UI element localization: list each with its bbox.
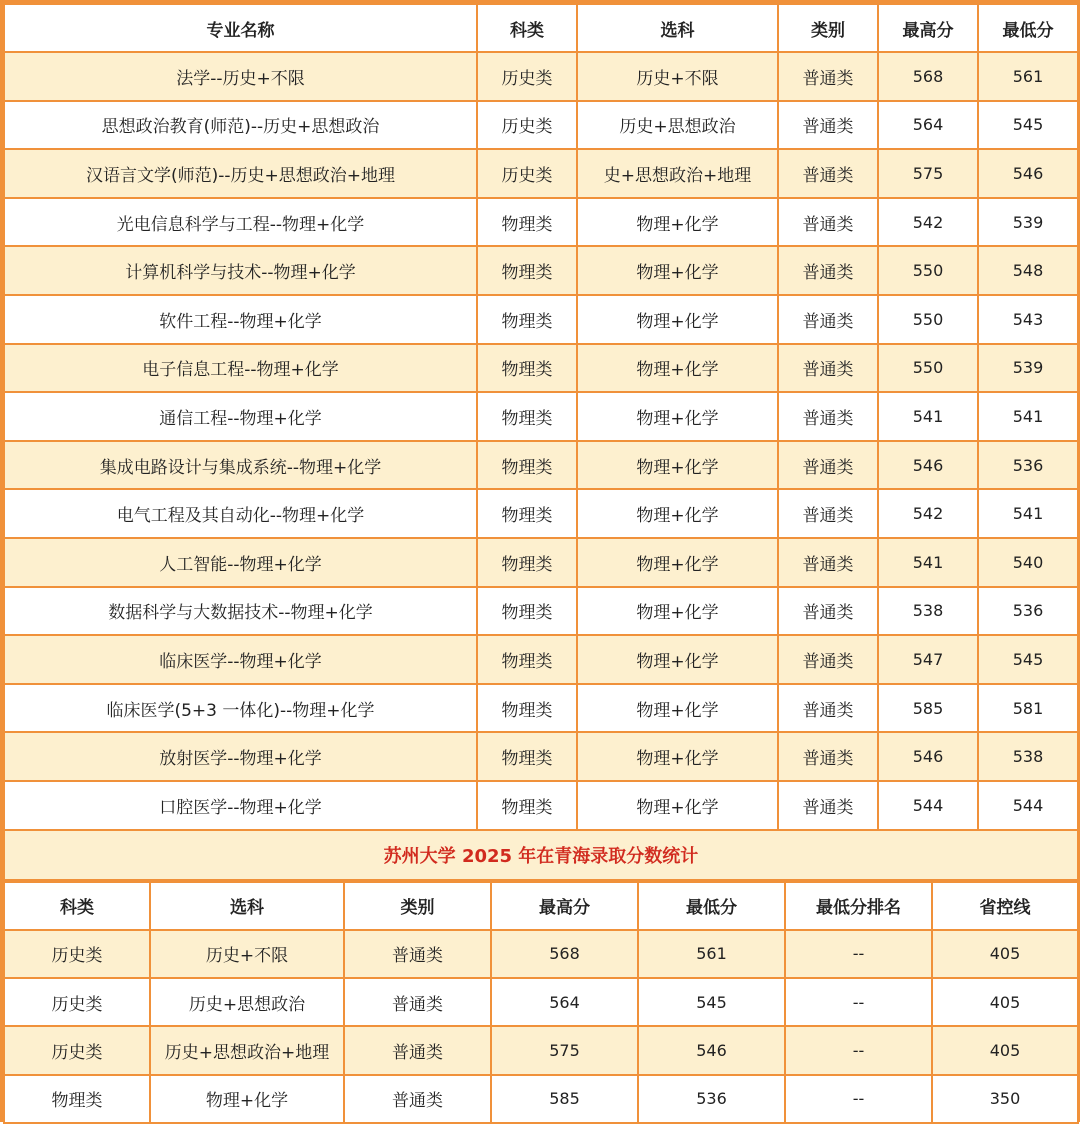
summary-score-table (3, 881, 1079, 1124)
majors-header-row (4, 4, 1078, 52)
summary-header-subjects: 选科 (150, 882, 344, 930)
cell-subjects: 物理+化学 (577, 635, 778, 684)
cell-type: 普通类 (344, 978, 491, 1026)
cell-major-name: 人工智能--物理+化学 (4, 538, 477, 587)
cell-type: 普通类 (778, 149, 878, 198)
cell-min-score: 546 (978, 149, 1078, 198)
table-row (4, 198, 1078, 247)
cell-min-score: 536 (978, 587, 1078, 636)
cell-min-score: 548 (978, 246, 1078, 295)
cell-type: 普通类 (344, 930, 491, 978)
cell-major-name: 通信工程--物理+化学 (4, 392, 477, 441)
cell-major-name: 临床医学(5+3 一体化)--物理+化学 (4, 684, 477, 733)
cell-max-score: 538 (878, 587, 978, 636)
cell-subjects: 物理+化学 (577, 732, 778, 781)
majors-score-table (3, 3, 1079, 881)
cell-min-score: 536 (978, 441, 1078, 490)
cell-max-score: 568 (491, 930, 638, 978)
cell-max-score: 541 (878, 392, 978, 441)
table-row (4, 635, 1078, 684)
cell-control-line: 350 (932, 1075, 1078, 1123)
cell-min-score: 545 (978, 635, 1078, 684)
table-row (4, 684, 1078, 733)
cell-subjects: 物理+化学 (577, 587, 778, 636)
cell-max-score: 544 (878, 781, 978, 830)
cell-subjects: 物理+化学 (577, 441, 778, 490)
table-row (4, 392, 1078, 441)
summary-header-max-score: 最高分 (491, 882, 638, 930)
cell-major-name: 光电信息科学与工程--物理+化学 (4, 198, 477, 247)
summary-header-min-score: 最低分 (638, 882, 785, 930)
cell-type: 普通类 (778, 538, 878, 587)
cell-min-rank: -- (785, 978, 932, 1026)
cell-min-score: 540 (978, 538, 1078, 587)
cell-min-score: 544 (978, 781, 1078, 830)
cell-category: 物理类 (477, 781, 577, 830)
header-subjects: 选科 (577, 4, 778, 52)
header-category: 科类 (477, 4, 577, 52)
cell-category: 物理类 (477, 635, 577, 684)
cell-category: 物理类 (477, 392, 577, 441)
cell-subjects: 历史+不限 (150, 930, 344, 978)
table-row (4, 1075, 1078, 1123)
table-row (4, 1026, 1078, 1074)
cell-subjects: 物理+化学 (577, 198, 778, 247)
cell-major-name: 集成电路设计与集成系统--物理+化学 (4, 441, 477, 490)
cell-max-score: 547 (878, 635, 978, 684)
cell-subjects: 物理+化学 (577, 246, 778, 295)
cell-major-name: 计算机科学与技术--物理+化学 (4, 246, 477, 295)
cell-min-score: 545 (638, 978, 785, 1026)
cell-category: 物理类 (477, 489, 577, 538)
cell-type: 普通类 (778, 489, 878, 538)
cell-min-rank: -- (785, 930, 932, 978)
table-row (4, 52, 1078, 101)
cell-major-name: 汉语言文学(师范)--历史+思想政治+地理 (4, 149, 477, 198)
table-row (4, 295, 1078, 344)
cell-min-score: 541 (978, 489, 1078, 538)
cell-subjects: 物理+化学 (577, 295, 778, 344)
cell-subjects: 历史+思想政治 (577, 101, 778, 150)
cell-category: 物理类 (477, 684, 577, 733)
cell-type: 普通类 (778, 732, 878, 781)
cell-min-score: 561 (638, 930, 785, 978)
cell-max-score: 575 (491, 1026, 638, 1074)
table-row (4, 978, 1078, 1026)
cell-major-name: 电子信息工程--物理+化学 (4, 344, 477, 393)
cell-type: 普通类 (778, 635, 878, 684)
cell-type: 普通类 (778, 101, 878, 150)
table-row (4, 538, 1078, 587)
cell-category: 物理类 (477, 246, 577, 295)
cell-max-score: 564 (491, 978, 638, 1026)
cell-min-score: 561 (978, 52, 1078, 101)
summary-title-row (4, 830, 1078, 880)
cell-subjects: 历史+思想政治 (150, 978, 344, 1026)
cell-type: 普通类 (778, 587, 878, 636)
cell-min-score: 581 (978, 684, 1078, 733)
header-min-score: 最低分 (978, 4, 1078, 52)
table-row (4, 930, 1078, 978)
cell-category: 物理类 (477, 344, 577, 393)
cell-subjects: 物理+化学 (577, 344, 778, 393)
cell-category: 历史类 (477, 52, 577, 101)
cell-category: 物理类 (477, 295, 577, 344)
cell-category: 历史类 (477, 101, 577, 150)
summary-header-category: 科类 (4, 882, 150, 930)
cell-min-score: 536 (638, 1075, 785, 1123)
cell-type: 普通类 (778, 441, 878, 490)
cell-min-score: 546 (638, 1026, 785, 1074)
table-row (4, 149, 1078, 198)
cell-max-score: 542 (878, 489, 978, 538)
cell-major-name: 软件工程--物理+化学 (4, 295, 477, 344)
cell-major-name: 思想政治教育(师范)--历史+思想政治 (4, 101, 477, 150)
cell-max-score: 585 (491, 1075, 638, 1123)
cell-max-score: 546 (878, 441, 978, 490)
table-row (4, 101, 1078, 150)
cell-type: 普通类 (344, 1075, 491, 1123)
table-row (4, 246, 1078, 295)
cell-category: 历史类 (477, 149, 577, 198)
cell-type: 普通类 (344, 1026, 491, 1074)
cell-max-score: 564 (878, 101, 978, 150)
header-type: 类别 (778, 4, 878, 52)
cell-subjects: 物理+化学 (150, 1075, 344, 1123)
table-row (4, 441, 1078, 490)
cell-control-line: 405 (932, 978, 1078, 1026)
cell-major-name: 临床医学--物理+化学 (4, 635, 477, 684)
cell-major-name: 电气工程及其自动化--物理+化学 (4, 489, 477, 538)
summary-header-min-rank: 最低分排名 (785, 882, 932, 930)
cell-max-score: 585 (878, 684, 978, 733)
cell-category: 历史类 (4, 1026, 150, 1074)
cell-category: 历史类 (4, 978, 150, 1026)
cell-category: 物理类 (477, 587, 577, 636)
cell-min-score: 539 (978, 198, 1078, 247)
cell-max-score: 575 (878, 149, 978, 198)
cell-major-name: 放射医学--物理+化学 (4, 732, 477, 781)
cell-subjects: 物理+化学 (577, 392, 778, 441)
cell-major-name: 口腔医学--物理+化学 (4, 781, 477, 830)
cell-min-score: 538 (978, 732, 1078, 781)
cell-type: 普通类 (778, 295, 878, 344)
cell-min-rank: -- (785, 1075, 932, 1123)
cell-category: 物理类 (477, 732, 577, 781)
cell-type: 普通类 (778, 344, 878, 393)
cell-min-score: 543 (978, 295, 1078, 344)
cell-type: 普通类 (778, 52, 878, 101)
cell-subjects: 历史+不限 (577, 52, 778, 101)
cell-min-rank: -- (785, 1026, 932, 1074)
cell-max-score: 550 (878, 344, 978, 393)
cell-type: 普通类 (778, 392, 878, 441)
cell-category: 物理类 (477, 538, 577, 587)
cell-max-score: 542 (878, 198, 978, 247)
header-max-score: 最高分 (878, 4, 978, 52)
cell-category: 物理类 (477, 198, 577, 247)
cell-subjects: 历史+思想政治+地理 (150, 1026, 344, 1074)
cell-type: 普通类 (778, 198, 878, 247)
header-major-name: 专业名称 (4, 4, 477, 52)
cell-subjects: 史+思想政治+地理 (577, 149, 778, 198)
cell-type: 普通类 (778, 781, 878, 830)
cell-category: 物理类 (477, 441, 577, 490)
cell-max-score: 568 (878, 52, 978, 101)
summary-header-type: 类别 (344, 882, 491, 930)
cell-major-name: 数据科学与大数据技术--物理+化学 (4, 587, 477, 636)
summary-header-row (4, 882, 1078, 930)
cell-subjects: 物理+化学 (577, 489, 778, 538)
cell-control-line: 405 (932, 1026, 1078, 1074)
cell-type: 普通类 (778, 684, 878, 733)
cell-subjects: 物理+化学 (577, 684, 778, 733)
cell-control-line: 405 (932, 930, 1078, 978)
cell-max-score: 541 (878, 538, 978, 587)
table-row (4, 732, 1078, 781)
cell-type: 普通类 (778, 246, 878, 295)
table-row (4, 781, 1078, 830)
cell-category: 历史类 (4, 930, 150, 978)
summary-header-control-line: 省控线 (932, 882, 1078, 930)
summary-title: 苏州大学 2025 年在青海录取分数统计 (4, 830, 1078, 880)
cell-major-name: 法学--历史+不限 (4, 52, 477, 101)
cell-max-score: 550 (878, 246, 978, 295)
table-row (4, 344, 1078, 393)
cell-min-score: 541 (978, 392, 1078, 441)
cell-max-score: 550 (878, 295, 978, 344)
cell-category: 物理类 (4, 1075, 150, 1123)
cell-subjects: 物理+化学 (577, 538, 778, 587)
cell-min-score: 545 (978, 101, 1078, 150)
table-row (4, 489, 1078, 538)
cell-subjects: 物理+化学 (577, 781, 778, 830)
cell-max-score: 546 (878, 732, 978, 781)
cell-min-score: 539 (978, 344, 1078, 393)
table-row (4, 587, 1078, 636)
